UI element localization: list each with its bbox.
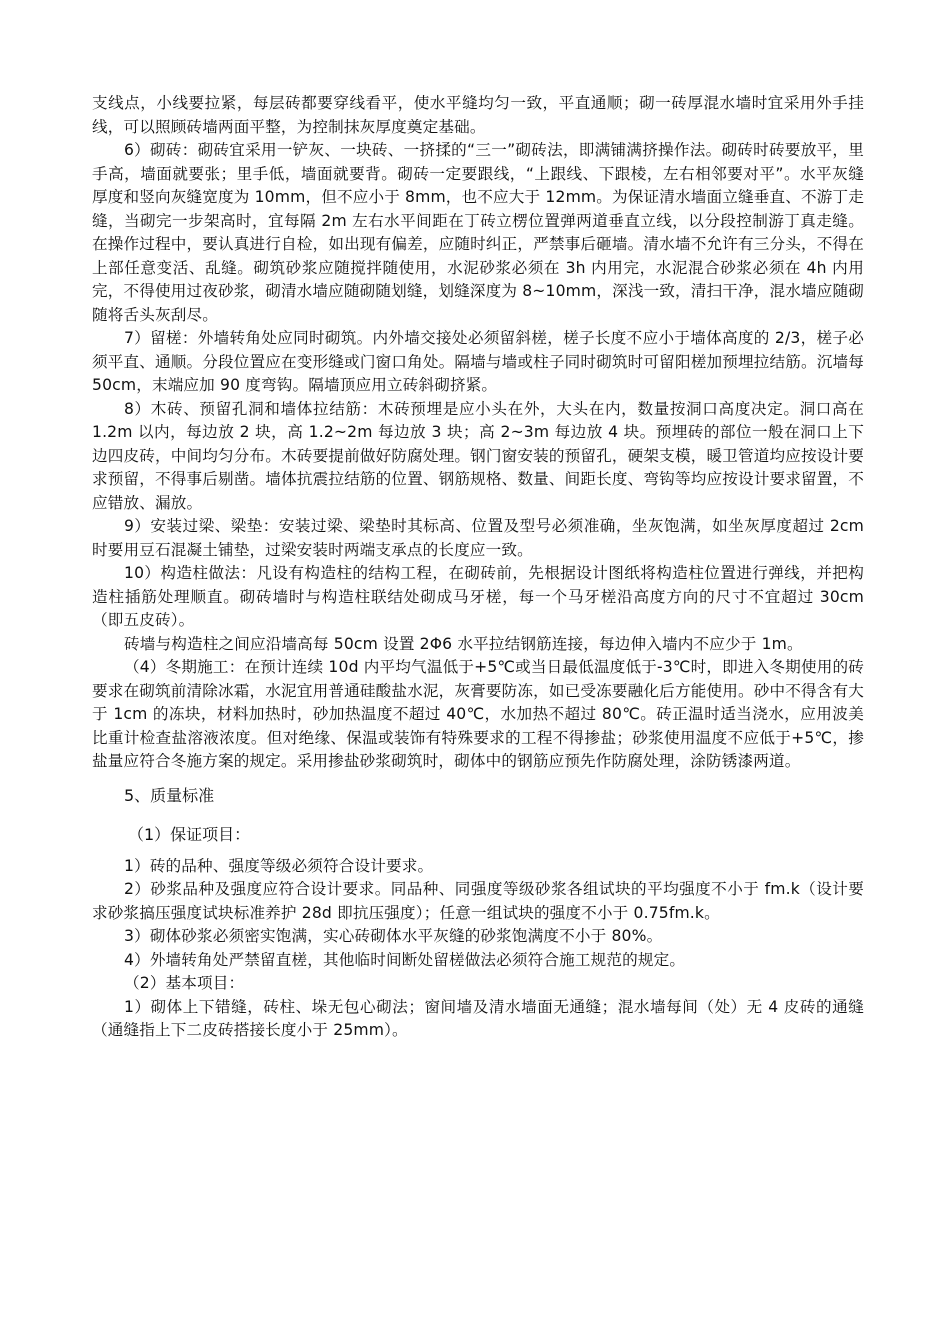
paragraph-wood-bricks: 8）木砖、预留孔洞和墙体拉结筋：木砖预埋是应小头在外，大头在内，数量按洞口高度决定。洞口高在 1.2m 以内，每边放 2 块，高 1.2~2m 每边放 3 块；高 2~3m 每边放 4 块。预埋砖的部位一般在洞口上下边四皮砖，中间均匀分布。木砖要提前做好防腐处理。钢门窗安装的预留孔，硬架支模，暖卫管道均应按设计要求预留，不得事后剔凿。墙体抗震拉结筋的位置、钢筋规格、数量、间距长度、弯钩等均应按设计要求留置，不应错放、漏放。 xyxy=(92,399,864,512)
paragraph-winter-construction: （4）冬期施工：在预计连续 10d 内平均气温低于+5℃或当日最低温度低于-3℃时，即进入冬期使用的砖要求在砌筑前清除冰霜，水泥宜用普通硅酸盐水泥，灰膏要防冻，如已受冻要融化后方能使用。砂中不得含有大于 1cm 的冻块，材料加热时，砂加热温度不超过 40℃，水加热不超过 80℃。砖正温时适当浇水，应用波美比重计检查盐溶液浓度。但对绝缘、保温或装饰有特殊要求的工程不得掺盐；砂浆使用温度不应低于+5℃，掺盐量应符合冬施方案的规定。采用掺盐砂浆砌筑时，砌体中的钢筋应预先作防腐处理，涂防锈漆两道。 xyxy=(92,658,864,770)
paragraph-constructional-column: 10）构造柱做法：凡设有构造柱的结构工程，在砌砖前，先根据设计图纸将构造柱位置进行弹线，并把构造柱插筋处理顺直。砌砖墙时与构造柱联结处砌成马牙槎，每一个马牙槎沿高度方向的尺寸不宜超过 30cm（即五皮砖）。 xyxy=(92,564,864,629)
guarantee-item: 1）砖的品种、强度等级必须符合设计要求。 xyxy=(124,856,434,875)
paragraph-tie-bars: 砖墙与构造柱之间应沿墙高每 50cm 设置 2Φ6 水平拉结钢筋连接，每边伸入墙内不应少于 1m。 xyxy=(124,634,803,653)
paragraph-line-setting: 支线点，小线要拉紧，每层砖都要穿线看平，使水平缝均匀一致，平直通顺；砌一砖厚混水墙时宜采用外手挂线，可以照顾砖墙两面平整，为控制抹灰厚度奠定基础。 xyxy=(92,94,864,136)
basic-item: 1）砌体上下错缝，砖柱、垛无包心砌法；窗间墙及清水墙面无通缝；混水墙每间（处）无 4 皮砖的通缝（通缝指上下二皮砖搭接长度小于 25mm）。 xyxy=(92,997,864,1039)
paragraph-toothing: 7）留槎：外墙转角处应同时砌筑。内外墙交接处必须留斜槎，槎子长度不应小于墙体高度的 2/3，槎子必须平直、通顺。分段位置应在变形缝或门窗口角处。隔墙与墙或柱子同时砌筑时可留阳槎加预埋拉结筋。沉墙每 50cm，末端应加 90 度弯钩。隔墙顶应用立砖斜砌挤紧。 xyxy=(92,329,864,394)
paragraph-lintels: 9）安装过梁、梁垫：安装过梁、梁垫时其标高、位置及型号必须准确，坐灰饱满，如坐灰厚度超过 2cm 时要用豆石混凝土铺垫，过梁安装时两端支承点的长度应一致。 xyxy=(92,517,864,559)
guarantee-title: （1）保证项目： xyxy=(128,824,251,844)
guarantee-item: 2）砂浆品种及强度应符合设计要求。同品种、同强度等级砂浆各组试块的平均强度不小于 fm.k（设计要求砂浆搞压强度试块标准养护 28d 即抗压强度）；任意一组试块的强度不小于 0.75fm.k。 xyxy=(92,880,864,922)
guarantee-item: 3）砌体砂浆必须密实饱满，实心砖砌体水平灰缝的砂浆饱满度不小于 80%。 xyxy=(124,927,663,945)
basic-title: （2）基本项目： xyxy=(124,974,245,992)
guarantee-item: 4）外墙转角处严禁留直槎，其他临时间断处留槎做法必须符合施工规范的规定。 xyxy=(124,950,686,969)
section-title-quality: 5、质量标准 xyxy=(124,785,215,805)
document-page xyxy=(92,92,864,1043)
paragraph-brick-laying: 6）砌砖：砌砖宜采用一铲灰、一块砖、一挤揉的“三一”砌砖法，即满铺满挤操作法。砌砖时砖要放平，里手高，墙面就要张；里手低，墙面就要背。砌砖一定要跟线，“上跟线、下跟棱，左右相邻要对平”。水平灰缝厚度和竖向灰缝宽度为 10mm，但不应小于 8mm，也不应大于 12mm。为保证清水墙面立缝垂直、不游丁走缝，当砌完一步架高时，宜每隔 2m 左右水平间距在丁砖立楞位置弹两道垂直立线，以分段控制游丁真走缝。在操作过程中，要认真进行自检，如出现有偏差，应随时纠正，严禁事后砸墙。清水墙不允许有三分头，不得在上部任意变活、乱缝。砌筑砂浆应随搅拌随使用，水泥砂浆必须在 3h 内用完，水泥混合砂浆必须在 4h 内用完，不得使用过夜砂浆，砌清水墙应随砌随划缝，划缝深度为 8~10mm，深浅一致，清扫干净，混水墙应随砌随将舌头灰刮尽。 xyxy=(92,141,864,324)
